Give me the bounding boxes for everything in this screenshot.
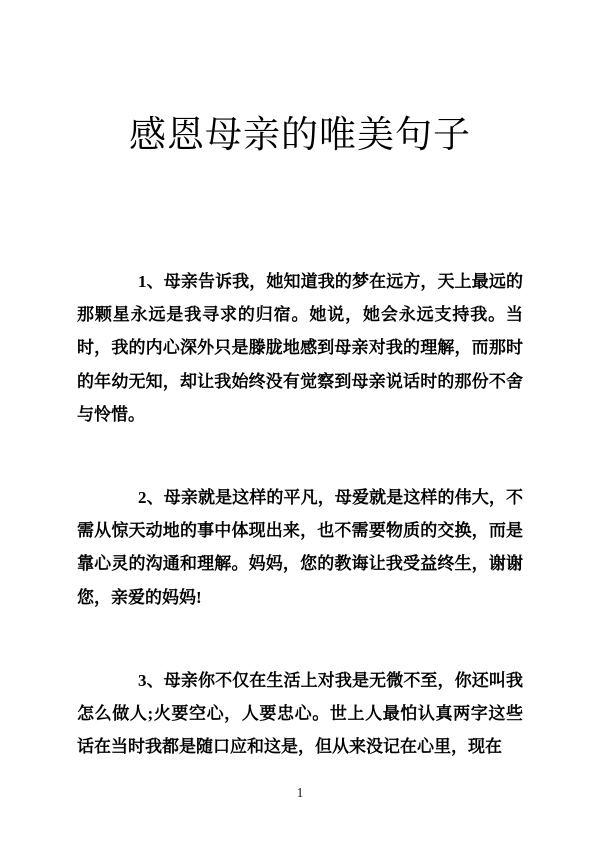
paragraph-2: 2、母亲就是这样的平凡，母爱就是这样的伟大，不需从惊天动地的事中体现出来，也不需要物质的交换，而是靠心灵的沟通和理解。妈妈，您的教诲让我受益终生，谢谢您，亲爱的妈妈! (77, 488, 523, 607)
paragraph-3: 3、母亲你不仅在生活上对我是无微不至，你还叫我怎么做人;火要空心，人要忠心。世上人最怕认真两字这些话在当时我都是随口应和这是，但从来没记在心里，现在 (77, 670, 523, 757)
document-body (77, 265, 523, 813)
paragraph-1: 1、母亲告诉我，她知道我的梦在远方，天上最远的那颗星永远是我寻求的归宿。她说，她会永远支持我。当时，我的内心深外只是滕胧地感到母亲对我的理解，而那时的年幼无知，却让我始终没有觉察到母亲说话时的那份不舍与怜惜。 (77, 272, 523, 424)
document-title: 感恩母亲的唯美句子 (129, 115, 471, 156)
page-number: 1 (296, 786, 304, 801)
